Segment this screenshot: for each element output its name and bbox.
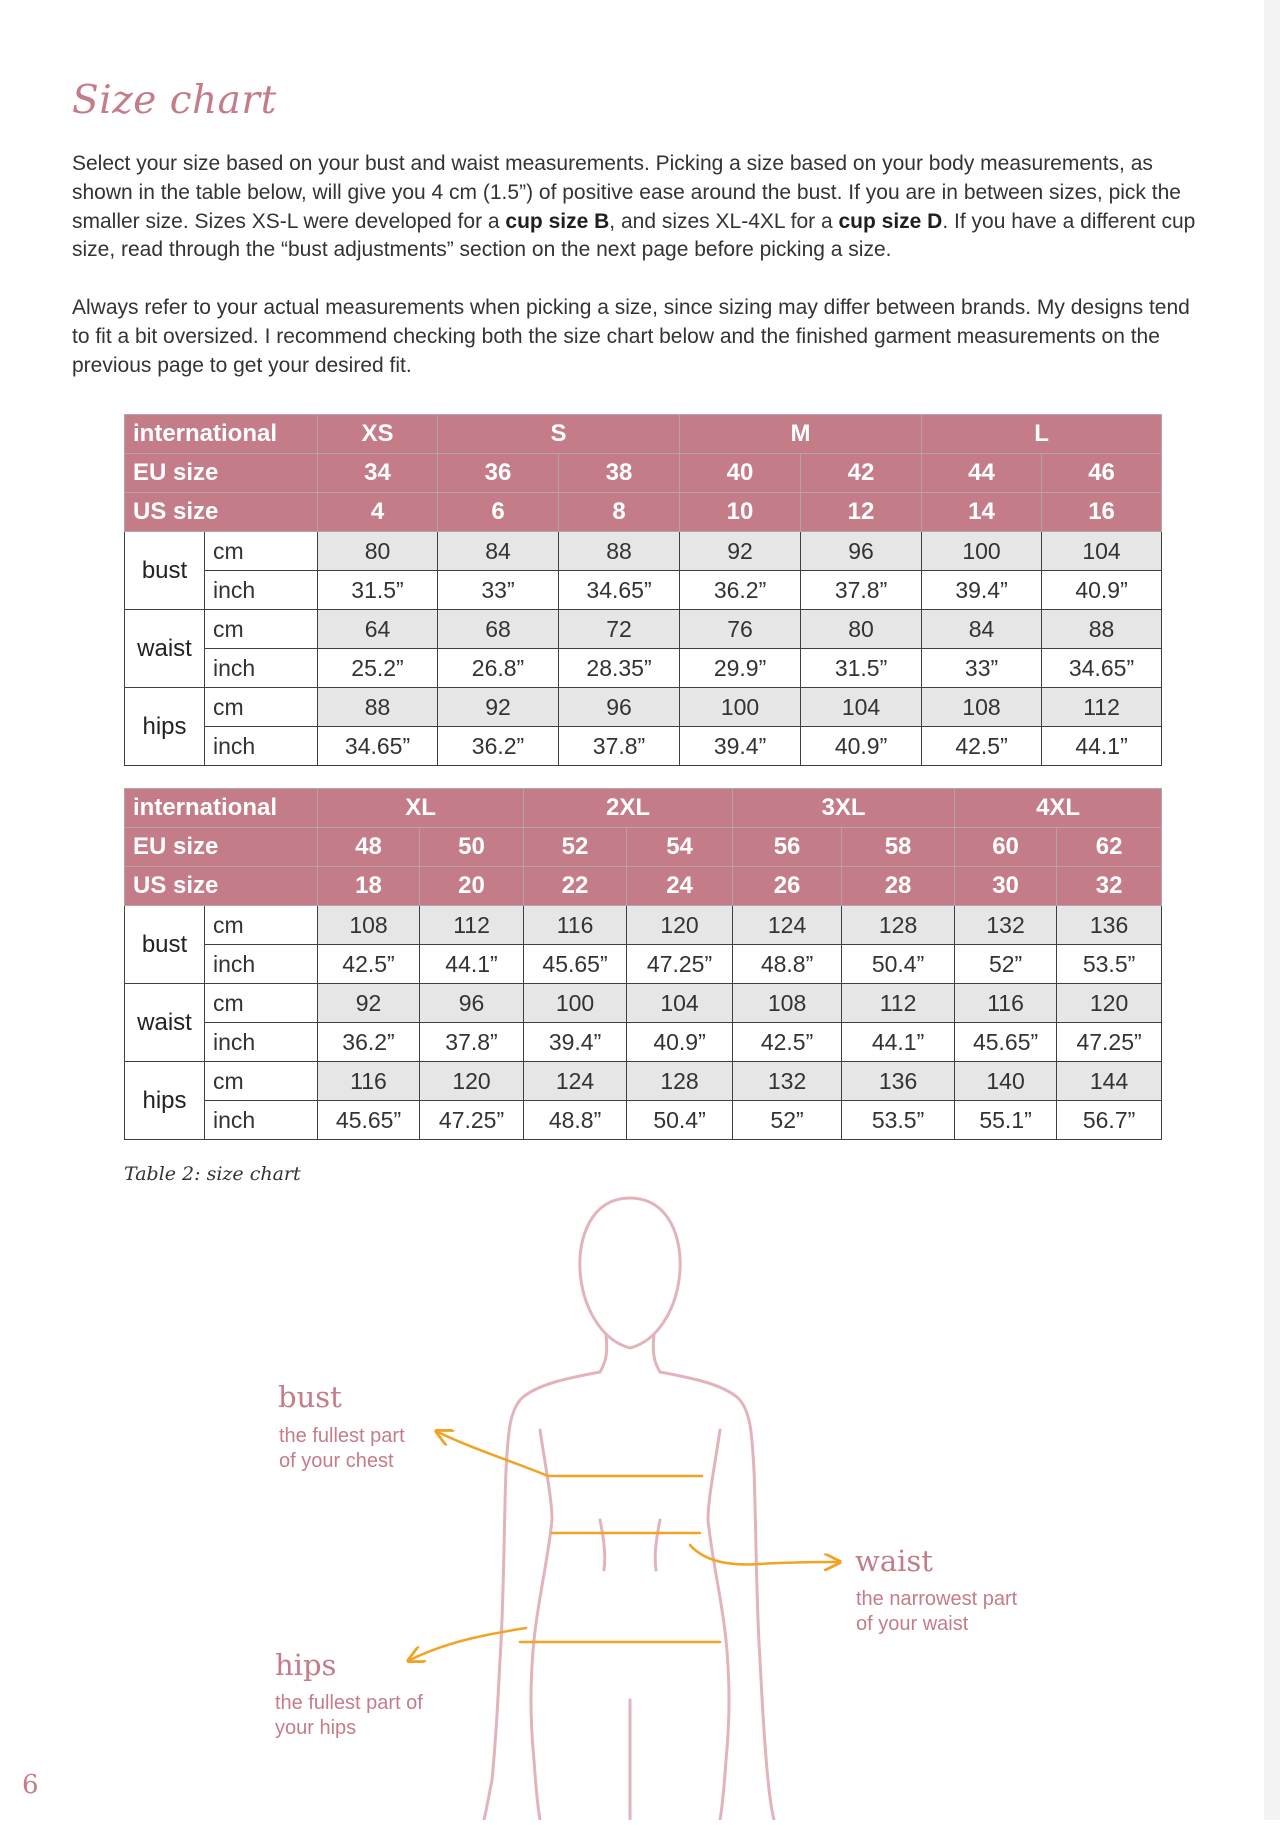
measurement-cell: 37.8” [559, 727, 680, 766]
intl-size-cell: S [438, 415, 680, 454]
measurement-cell: 44.1” [420, 945, 524, 984]
intl-size-cell: 2XL [524, 789, 733, 828]
measurement-cell: 116 [318, 1062, 420, 1101]
unit-cm-label: cm [205, 1062, 318, 1101]
measurement-cell: 120 [420, 1062, 524, 1101]
measurement-cell: 112 [1042, 688, 1162, 727]
measurement-cell: 84 [922, 610, 1042, 649]
measurement-cell: 48.8” [733, 945, 842, 984]
international-row [125, 415, 1162, 454]
measurement-cell: 108 [733, 984, 842, 1023]
intro-text-1a: Select your size based on your bust and waist measurements. Picking a size based on your body measurements, as shown in the table below, will give you 4 cm (1.5”) of positive ease around the bust. If you are in between sizes, pick the smaller size. Sizes XS-L were developed for a [72, 152, 1181, 233]
measurement-cell: 33” [922, 649, 1042, 688]
measurement-cell: 80 [801, 610, 922, 649]
eu-size-cell: 52 [524, 828, 627, 867]
bust-callout-title: bust [278, 1380, 342, 1414]
bust-label: bust [125, 532, 205, 610]
measurement-cell: 45.65” [318, 1101, 420, 1140]
measurement-cell: 112 [420, 906, 524, 945]
unit-cm-label: cm [205, 906, 318, 945]
measurement-cell: 120 [1057, 984, 1162, 1023]
measurement-cell: 53.5” [842, 1101, 955, 1140]
waist-inch-row [125, 649, 1162, 688]
measurement-cell: 100 [680, 688, 801, 727]
measurement-cell: 68 [438, 610, 559, 649]
measurement-cell: 47.25” [1057, 1023, 1162, 1062]
measurement-cell: 92 [680, 532, 801, 571]
measurement-cell: 47.25” [627, 945, 733, 984]
bust-callout-desc-2: of your chest [279, 1450, 394, 1472]
us-size-row [125, 493, 1162, 532]
measurement-cell: 42.5” [922, 727, 1042, 766]
us-size-cell: 24 [627, 867, 733, 906]
intl-size-cell: XL [318, 789, 524, 828]
measurement-cell: 92 [438, 688, 559, 727]
eu-size-cell: 40 [680, 454, 801, 493]
us-size-row [125, 867, 1162, 906]
measurement-cell: 76 [680, 610, 801, 649]
eu-size-cell: 60 [955, 828, 1057, 867]
measurement-cell: 44.1” [1042, 727, 1162, 766]
hips-callout-title: hips [275, 1648, 337, 1682]
eu-size-cell: 46 [1042, 454, 1162, 493]
hips-cm-row [125, 688, 1162, 727]
measurement-cell: 120 [627, 906, 733, 945]
measurement-cell: 50.4” [627, 1101, 733, 1140]
us-size-cell: 6 [438, 493, 559, 532]
eu-size-cell: 48 [318, 828, 420, 867]
us-size-cell: 30 [955, 867, 1057, 906]
measurement-cell: 116 [955, 984, 1057, 1023]
us-size-cell: 22 [524, 867, 627, 906]
eu-size-cell: 58 [842, 828, 955, 867]
measurement-cell: 136 [1057, 906, 1162, 945]
measurement-cell: 128 [842, 906, 955, 945]
waist-label: waist [125, 610, 205, 688]
bust-callout-desc-1: the fullest part [279, 1425, 405, 1447]
us-size-label: US size [125, 867, 318, 906]
intl-size-cell: M [680, 415, 922, 454]
international-label: international [125, 415, 318, 454]
measurement-cell: 39.4” [524, 1023, 627, 1062]
page-number: 6 [22, 1770, 39, 1800]
us-size-cell: 32 [1057, 867, 1162, 906]
intro-text-1e: . If you have a different cup size, read through the “bust adjustments” section on the next page before picking a size. [72, 209, 1196, 262]
hips-label: hips [125, 688, 205, 766]
measurement-cell: 39.4” [680, 727, 801, 766]
eu-size-row [125, 828, 1162, 867]
measurement-cell: 80 [318, 532, 438, 571]
hips-inch-row [125, 727, 1162, 766]
us-size-label: US size [125, 493, 318, 532]
eu-size-cell: 38 [559, 454, 680, 493]
measurement-cell: 34.65” [318, 727, 438, 766]
measurement-cell: 144 [1057, 1062, 1162, 1101]
intl-size-cell: XS [318, 415, 438, 454]
bust-inch-row [125, 945, 1162, 984]
waist-callout-title: waist [855, 1544, 933, 1578]
page-title: Size chart [72, 78, 277, 123]
eu-size-cell: 50 [420, 828, 524, 867]
measurement-cell: 140 [955, 1062, 1057, 1101]
measurement-cell: 44.1” [842, 1023, 955, 1062]
cup-size-b-emphasis: cup size B [505, 209, 610, 233]
measurement-cell: 96 [559, 688, 680, 727]
us-size-cell: 28 [842, 867, 955, 906]
measurement-cell: 100 [524, 984, 627, 1023]
eu-size-cell: 54 [627, 828, 733, 867]
measurement-cell: 124 [524, 1062, 627, 1101]
unit-inch-label: inch [205, 1023, 318, 1062]
intl-size-cell: 4XL [955, 789, 1162, 828]
cup-size-d-emphasis: cup size D [838, 209, 943, 233]
unit-inch-label: inch [205, 571, 318, 610]
measurement-cell: 104 [627, 984, 733, 1023]
waist-callout-desc-2: of your waist [856, 1613, 969, 1635]
waist-callout-desc-1: the narrowest part [856, 1588, 1018, 1610]
measurement-cell: 92 [318, 984, 420, 1023]
waist-label: waist [125, 984, 205, 1062]
unit-inch-label: inch [205, 1101, 318, 1140]
hips-callout-desc-1: the fullest part of [275, 1692, 423, 1714]
measurement-cell: 100 [922, 532, 1042, 571]
measurement-cell: 33” [438, 571, 559, 610]
unit-inch-label: inch [205, 649, 318, 688]
us-size-cell: 16 [1042, 493, 1162, 532]
hips-label: hips [125, 1062, 205, 1140]
intro-paragraph-1 [72, 150, 1212, 265]
us-size-cell: 14 [922, 493, 1042, 532]
measurement-cell: 72 [559, 610, 680, 649]
unit-cm-label: cm [205, 984, 318, 1023]
measurement-cell: 36.2” [680, 571, 801, 610]
measurement-cell: 48.8” [524, 1101, 627, 1140]
us-size-cell: 12 [801, 493, 922, 532]
hips-cm-row [125, 1062, 1162, 1101]
body-measurement-figure [0, 1180, 1280, 1820]
waist-cm-row [125, 610, 1162, 649]
measurement-cell: 88 [1042, 610, 1162, 649]
measurement-cell: 25.2” [318, 649, 438, 688]
measurement-cell: 88 [559, 532, 680, 571]
unit-cm-label: cm [205, 532, 318, 571]
measurement-cell: 52” [733, 1101, 842, 1140]
measurement-cell: 45.65” [955, 1023, 1057, 1062]
measurement-cell: 136 [842, 1062, 955, 1101]
eu-size-cell: 62 [1057, 828, 1162, 867]
measurement-cell: 45.65” [524, 945, 627, 984]
measurement-cell: 56.7” [1057, 1101, 1162, 1140]
eu-size-cell: 36 [438, 454, 559, 493]
measurement-cell: 31.5” [801, 649, 922, 688]
measurement-cell: 84 [438, 532, 559, 571]
intro-text-1c: , and sizes XL-4XL for a [609, 209, 839, 233]
measurement-cell: 96 [801, 532, 922, 571]
measurement-cell: 55.1” [955, 1101, 1057, 1140]
measurement-cell: 104 [801, 688, 922, 727]
size-table-xs-l [124, 414, 1162, 766]
bust-label: bust [125, 906, 205, 984]
us-size-cell: 4 [318, 493, 438, 532]
eu-size-row [125, 454, 1162, 493]
measurement-cell: 116 [524, 906, 627, 945]
unit-inch-label: inch [205, 727, 318, 766]
intl-size-cell: 3XL [733, 789, 955, 828]
measurement-cell: 37.8” [420, 1023, 524, 1062]
measurement-cell: 37.8” [801, 571, 922, 610]
measurement-cell: 108 [318, 906, 420, 945]
bust-cm-row [125, 906, 1162, 945]
waist-cm-row [125, 984, 1162, 1023]
body-outline-illustration [0, 1180, 1280, 1820]
us-size-cell: 26 [733, 867, 842, 906]
us-size-cell: 10 [680, 493, 801, 532]
measurement-cell: 128 [627, 1062, 733, 1101]
hips-callout-desc-2: your hips [275, 1717, 357, 1739]
measurement-cell: 124 [733, 906, 842, 945]
measurement-cell: 29.9” [680, 649, 801, 688]
measurement-cell: 96 [420, 984, 524, 1023]
eu-size-cell: 42 [801, 454, 922, 493]
measurement-cell: 47.25” [420, 1101, 524, 1140]
eu-size-cell: 56 [733, 828, 842, 867]
measurement-cell: 132 [955, 906, 1057, 945]
bust-inch-row [125, 571, 1162, 610]
measurement-cell: 132 [733, 1062, 842, 1101]
measurement-cell: 36.2” [438, 727, 559, 766]
measurement-cell: 39.4” [922, 571, 1042, 610]
measurement-cell: 52” [955, 945, 1057, 984]
unit-cm-label: cm [205, 688, 318, 727]
measurement-cell: 34.65” [1042, 649, 1162, 688]
measurement-cell: 34.65” [559, 571, 680, 610]
measurement-cell: 42.5” [733, 1023, 842, 1062]
hips-inch-row [125, 1101, 1162, 1140]
waist-inch-row [125, 1023, 1162, 1062]
measurement-cell: 31.5” [318, 571, 438, 610]
measurement-cell: 53.5” [1057, 945, 1162, 984]
measurement-cell: 50.4” [842, 945, 955, 984]
unit-inch-label: inch [205, 945, 318, 984]
us-size-cell: 18 [318, 867, 420, 906]
measurement-cell: 28.35” [559, 649, 680, 688]
measurement-cell: 64 [318, 610, 438, 649]
intl-size-cell: L [922, 415, 1162, 454]
measurement-cell: 88 [318, 688, 438, 727]
eu-size-cell: 44 [922, 454, 1042, 493]
measurement-cell: 40.9” [1042, 571, 1162, 610]
intro-paragraph-2: Always refer to your actual measurements when picking a size, since sizing may differ between brands. My designs tend to fit a bit oversized. I recommend checking both the size chart below and the finished garment measurements on the previous page to get your desired fit. [72, 296, 1190, 377]
measurement-cell: 104 [1042, 532, 1162, 571]
us-size-cell: 8 [559, 493, 680, 532]
measurement-cell: 40.9” [627, 1023, 733, 1062]
international-label: international [125, 789, 318, 828]
eu-size-cell: 34 [318, 454, 438, 493]
measurement-cell: 112 [842, 984, 955, 1023]
eu-size-label: EU size [125, 828, 318, 867]
measurement-cell: 36.2” [318, 1023, 420, 1062]
measurement-cell: 40.9” [801, 727, 922, 766]
bust-cm-row [125, 532, 1162, 571]
international-row [125, 789, 1162, 828]
unit-cm-label: cm [205, 610, 318, 649]
size-table-xl-4xl [124, 788, 1162, 1140]
measurement-cell: 26.8” [438, 649, 559, 688]
table-caption: Table 2: size chart [124, 1163, 301, 1185]
measurement-cell: 108 [922, 688, 1042, 727]
us-size-cell: 20 [420, 867, 524, 906]
measurement-cell: 42.5” [318, 945, 420, 984]
eu-size-label: EU size [125, 454, 318, 493]
